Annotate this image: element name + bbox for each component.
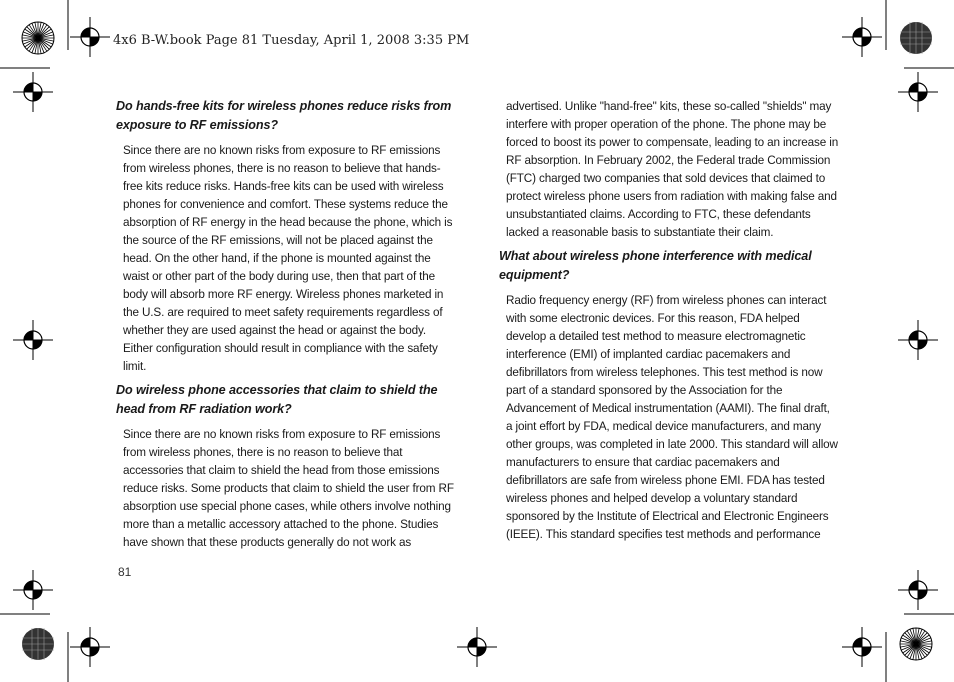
question-heading: Do wireless phone accessories that claim to shield the head from RF radiation work? <box>116 383 438 416</box>
question-heading: Do hands-free kits for wireless phones reduce risks from exposure to RF emissions? <box>116 99 452 132</box>
running-head: 4x6 B-W.book Page 81 Tuesday, April 1, 2008 3:35 PM <box>113 33 470 48</box>
answer-paragraph: Since there are no known risks from exposure to RF emissions from wireless phones, there is no reason to believe that accessories that claim to shield the head from those emissions reduce risks. Some products that claim to shield the user from RF absorption use special phone cases, while others involve nothing more than a metallic accessory attached to the phone. Studies have shown that these products generally do not work as <box>123 427 454 549</box>
answer-paragraph: Since there are no known risks from exposure to RF emissions from wireless phones, there is no reason to believe that hands-free kits reduce risks. Hands-free kits can be used with wireless phones for convenience and comfort. These systems reduce the absorption of RF energy in the head because the phone, which is the source of the RF emissions, will not be placed against the head. On the other hand, if the phone is mounted against the waist or other part of the body during use, then that part of the body will absorb more RF energy. Wireless phones marketed in the U.S. are required to meet safety requirements regardless of whether they are used against the head or against the body. Either configuration should result in compliance with the safety limit. <box>123 143 453 373</box>
right-column <box>499 97 849 549</box>
left-column <box>116 97 466 557</box>
answer-paragraph: Radio frequency energy (RF) from wireless phones can interact with some electronic devices. For this reason, FDA helped develop a detailed test method to measure electromagnetic interference (EMI) of implanted cardiac pacemakers and defibrillators from wireless telephones. This test method is now part of a standard sponsored by the Association for the Advancement of Medical instrumentation (AAMI). The final draft, a joint effort by FDA, medical device manufacturers, and many other groups, was completed in late 2000. This standard will allow manufacturers to ensure that cardiac pacemakers and defibrillators are safe from wireless phone EMI. FDA has tested wireless phones and helped develop a voluntary standard sponsored by the Institute of Electrical and Electronic Engineers (IEEE). This standard specifies test methods and performance <box>506 293 838 541</box>
page-number: 81 <box>118 565 132 579</box>
answer-paragraph-continued: advertised. Unlike "hand-free" kits, these so-called "shields" may interfere with proper operation of the phone. The phone may be forced to boost its power to compensate, leading to an increase in RF absorption. In February 2002, the Federal trade Commission (FTC) charged two companies that sold devices that claimed to protect wireless phone users from radiation with making false and unsubstantiated claims. According to FTC, these defendants lacked a reasonable basis to substantiate their claim. <box>506 99 839 239</box>
question-heading: What about wireless phone interference with medical equipment? <box>499 249 812 282</box>
